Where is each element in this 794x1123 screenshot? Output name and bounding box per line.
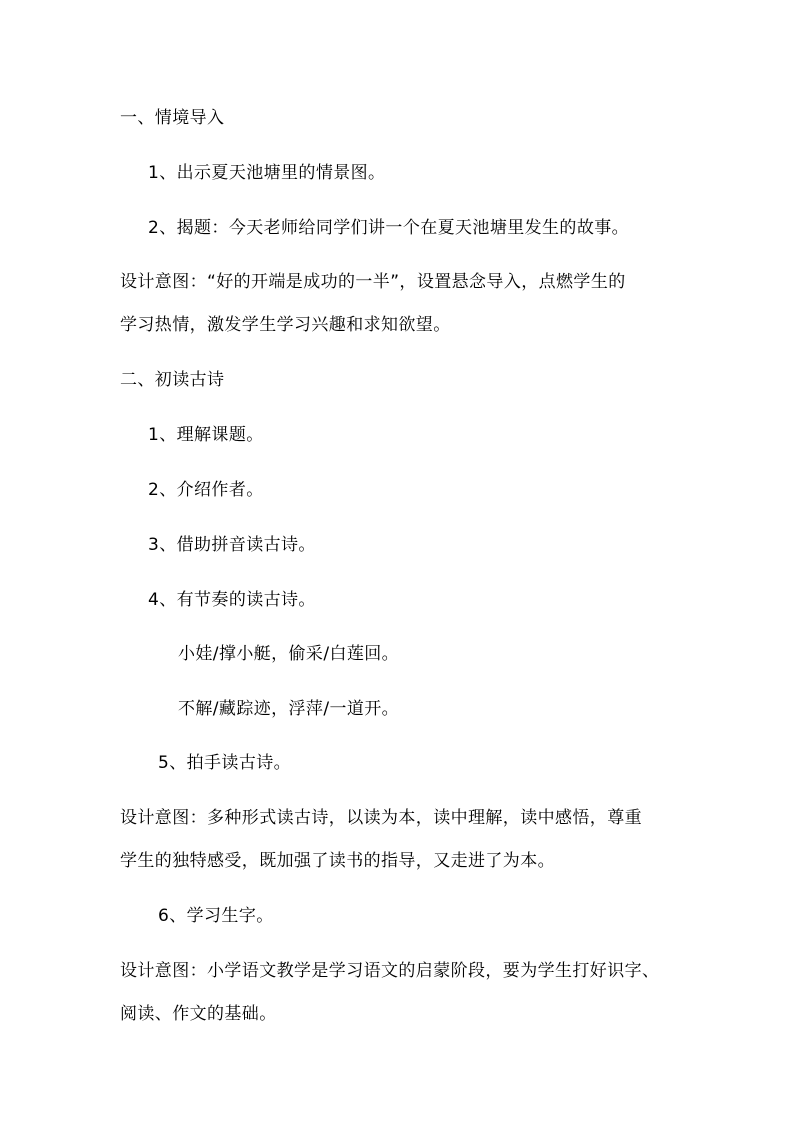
- design-intent-2-line-2: 学生的独特感受，既加强了读书的指导，又走进了为本。: [120, 851, 555, 871]
- section2-item-5: 5、拍手读古诗。: [158, 753, 292, 773]
- design-intent-1-line-1: 设计意图：“好的开端是成功的一半”，设置悬念导入，点燃学生的: [120, 272, 626, 292]
- design-intent-3-line-1: 设计意图：小学语文教学是学习语文的启蒙阶段，要为学生打好识字、: [120, 961, 660, 981]
- section2-item-1: 1、理解课题。: [148, 425, 264, 445]
- design-intent-1-line-2: 学习热情，激发学生学习兴趣和求知欲望。: [120, 315, 451, 335]
- section1-item-1: 1、出示夏天池塘里的情景图。: [148, 163, 386, 183]
- section1-heading: 一、情境导入: [120, 108, 225, 128]
- poem-line-2: 不解/藏踪迹，浮萍/一道开。: [178, 699, 400, 719]
- design-intent-2-line-1: 设计意图：多种形式读古诗，以读为本，读中理解，读中感悟，尊重: [120, 808, 642, 828]
- section1-item-2: 2、揭题：今天老师给同学们讲一个在夏天池塘里发生的故事。: [148, 218, 630, 238]
- poem-line-1: 小娃/撑小艇，偷采/白莲回。: [178, 644, 400, 664]
- design-intent-3-line-2: 阅读、作文的基础。: [120, 1004, 277, 1024]
- section2-item-3: 3、借助拼音读古诗。: [148, 535, 316, 555]
- section2-item-2: 2、介绍作者。: [148, 480, 264, 500]
- section2-item-4: 4、有节奏的读古诗。: [148, 590, 316, 610]
- section2-heading: 二、初读古诗: [120, 370, 225, 390]
- section2-item-6: 6、学习生字。: [158, 906, 274, 926]
